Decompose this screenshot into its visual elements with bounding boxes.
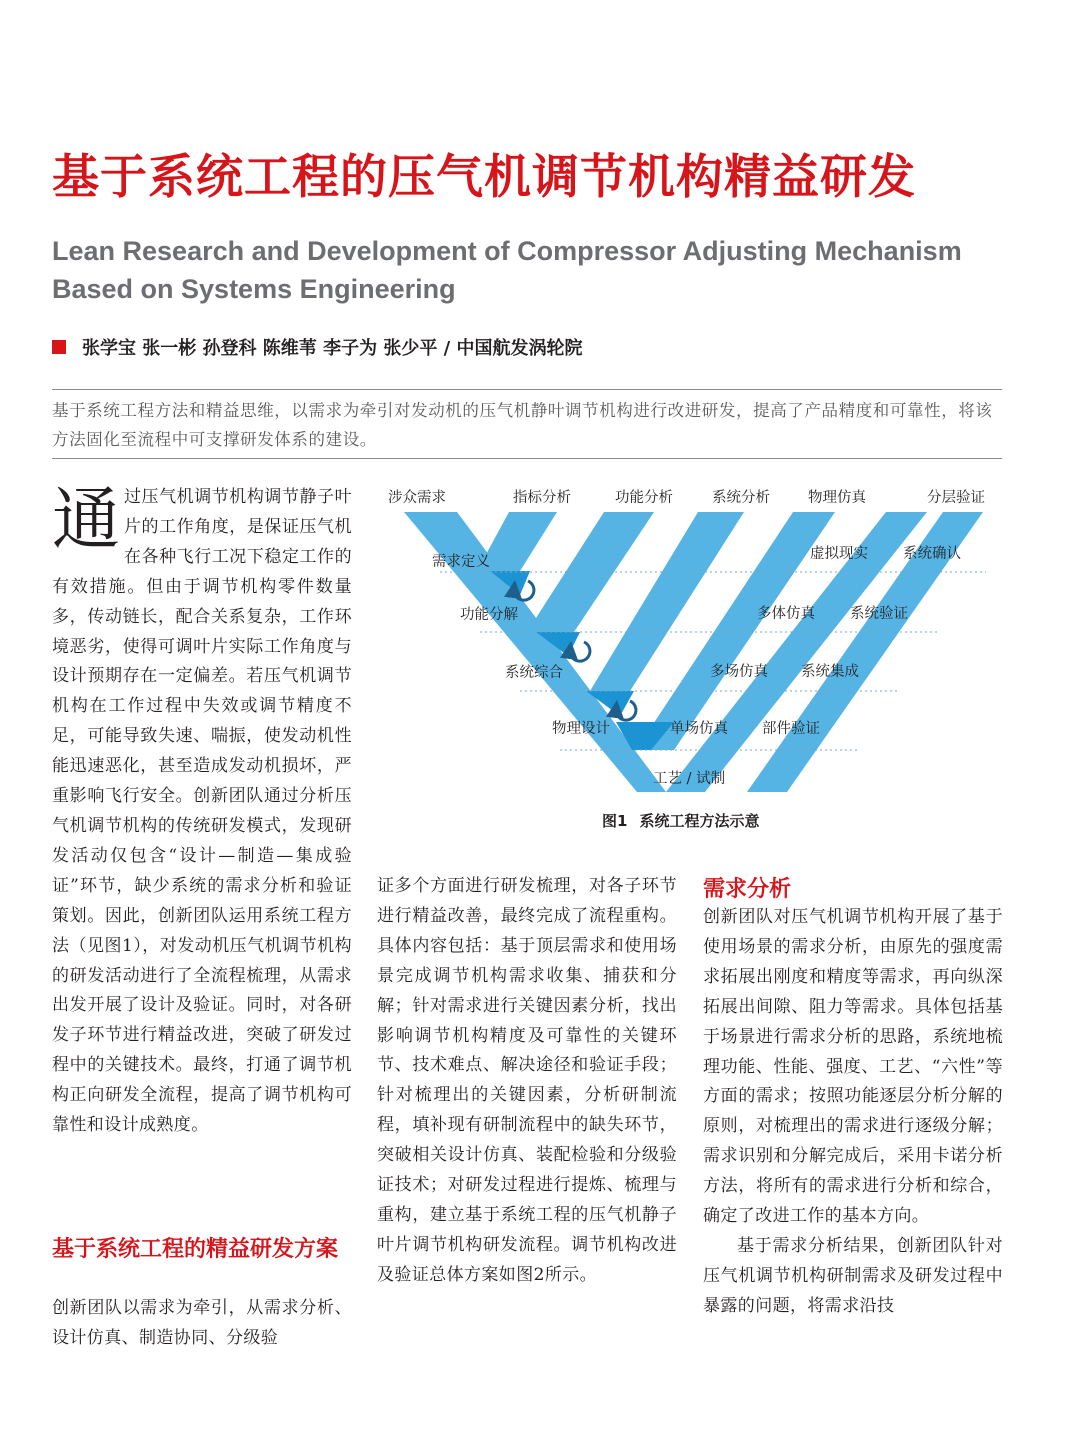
column-3-paragraph-2: 基于需求分析结果，创新团队针对压气机调节机构研制需求及研发过程中暴露的问题，将需求沿技 bbox=[703, 1235, 1003, 1316]
figure-1-caption bbox=[380, 810, 1076, 831]
top-label-2: 指标分析 bbox=[513, 490, 571, 506]
section-heading-lean-rd: 基于系统工程的精益研发方案 bbox=[52, 1237, 339, 1262]
column-3-paragraph-1: 创新团队对压气机调节机构开展了基于使用场景的需求分析，由原先的强度需求拓展出刚度和精度等需求，再向纵深拓展出间隙、阻力等需求。具体包括基于场景进行需求分析的思路，系统地梳理功能、性能、强度、工艺、“六性”等方面的需求；按照功能逐层分析分解的原则，对梳理出的需求进行逐级分解；需求识别和分解完成后，采用卡诺分析方法，将所有的需求进行分析和综合，确定了改进工作的基本方向。 bbox=[703, 907, 1003, 1227]
top-label-6: 分层验证 bbox=[927, 490, 985, 506]
right-label-5: 多场仿真 bbox=[710, 664, 768, 680]
abstract-bottom-rule bbox=[52, 458, 1002, 459]
section-heading-requirements: 需求分析 bbox=[703, 877, 792, 902]
red-square-marker bbox=[52, 340, 66, 354]
right-label-2: 系统确认 bbox=[903, 546, 961, 562]
right-label-6: 系统集成 bbox=[801, 664, 859, 680]
right-label-3: 多体仿真 bbox=[757, 606, 815, 622]
left-label-1: 需求定义 bbox=[432, 554, 490, 570]
top-label-1: 涉众需求 bbox=[388, 490, 446, 506]
figure-caption-text: 系统工程方法示意 bbox=[639, 812, 760, 830]
authors-text: 张学宝 张一彬 孙登科 陈维苇 李子为 张少平 / 中国航发涡轮院 bbox=[82, 338, 583, 359]
figure-1-systems-engineering-diagram bbox=[380, 480, 1010, 810]
top-label-3: 功能分析 bbox=[615, 490, 673, 506]
right-label-7: 单场仿真 bbox=[670, 721, 728, 737]
column-2-text: 证多个方面进行研发梳理，对各子环节进行精益改善，最终完成了流程重构。具体内容包括：基于顶层需求和使用场景完成调节机构需求收集、捕获和分解；针对需求进行关键因素分析，找出影响调节机构精度及可靠性的关键环节、技术难点、解决途径和验证手段；针对梳理出的关键因素，分析研制流程，填补现有研制流程中的缺失环节，突破相关设计仿真、装配检验和分级验证技术；对研发过程进行提炼、梳理与重构，建立基于系统工程的压气机静子叶片调节机构研发流程。调节机构改进及验证总体方案如图2所示。 bbox=[377, 876, 677, 1285]
abstract-top-rule bbox=[52, 389, 1002, 390]
right-label-8: 部件验证 bbox=[762, 721, 820, 737]
dropcap: 通 bbox=[52, 481, 121, 560]
authors-line bbox=[52, 332, 582, 362]
left-label-4: 物理设计 bbox=[552, 721, 610, 737]
abstract: 基于系统工程方法和精益思维，以需求为牵引对发动机的压气机静叶调节机构进行改进研发，提高了产品精度和可靠性，将该方法固化至流程中可支撑研发体系的建设。 bbox=[52, 401, 993, 449]
right-label-4: 系统验证 bbox=[850, 606, 908, 622]
top-label-4: 系统分析 bbox=[712, 490, 770, 506]
column-1-body bbox=[52, 483, 352, 1141]
bottom-label: 工艺 / 试制 bbox=[653, 771, 726, 787]
column-1-text: 过压气机调节机构调节静子叶片的工作角度，是保证压气机在各种飞行工况下稳定工作的有效措施。但由于调节机构零件数量多，传动链长，配合关系复杂，工作环境恶劣，使得可调叶片实际工作角度与设计预期存在一定偏差。若压气机调节机构在工作过程中失效或调节精度不足，可能导致失速、喘振，使发动机性能迅速恶化，甚至造成发动机损坏，严重影响飞行安全。创新团队通过分析压气机调节机构的传统研发模式，发现研发活动仅包含“设计—制造—集成验证”环节，缺少系统的需求分析和验证策划。因此，创新团队运用系统工程方法（见图1），对发动机压气机调节机构的研发活动进行了全流程梳理，从需求出发开展了设计及验证。同时，对各研发子环节进行精益改进，突破了研发过程中的关键技术。最终，打通了调节机构正向研发全流程，提高了调节机构可靠性和设计成熟度。 bbox=[52, 487, 352, 1136]
left-label-3: 系统综合 bbox=[505, 665, 563, 681]
section-1-text: 创新团队以需求为牵引，从需求分析、设计仿真、制造协同、分级验 bbox=[52, 1298, 352, 1348]
figure-caption-label: 图1 bbox=[602, 812, 628, 830]
title-english: Lean Research and Development of Compressor Adjusting Mechanism Based on Systems Engineering bbox=[52, 236, 962, 304]
left-label-2: 功能分解 bbox=[460, 607, 518, 623]
top-label-5: 物理仿真 bbox=[808, 490, 866, 506]
title-chinese: 基于系统工程的压气机调节机构精益研发 bbox=[52, 150, 916, 205]
right-label-1: 虚拟现实 bbox=[810, 546, 868, 562]
column-3-body bbox=[703, 903, 1003, 1322]
